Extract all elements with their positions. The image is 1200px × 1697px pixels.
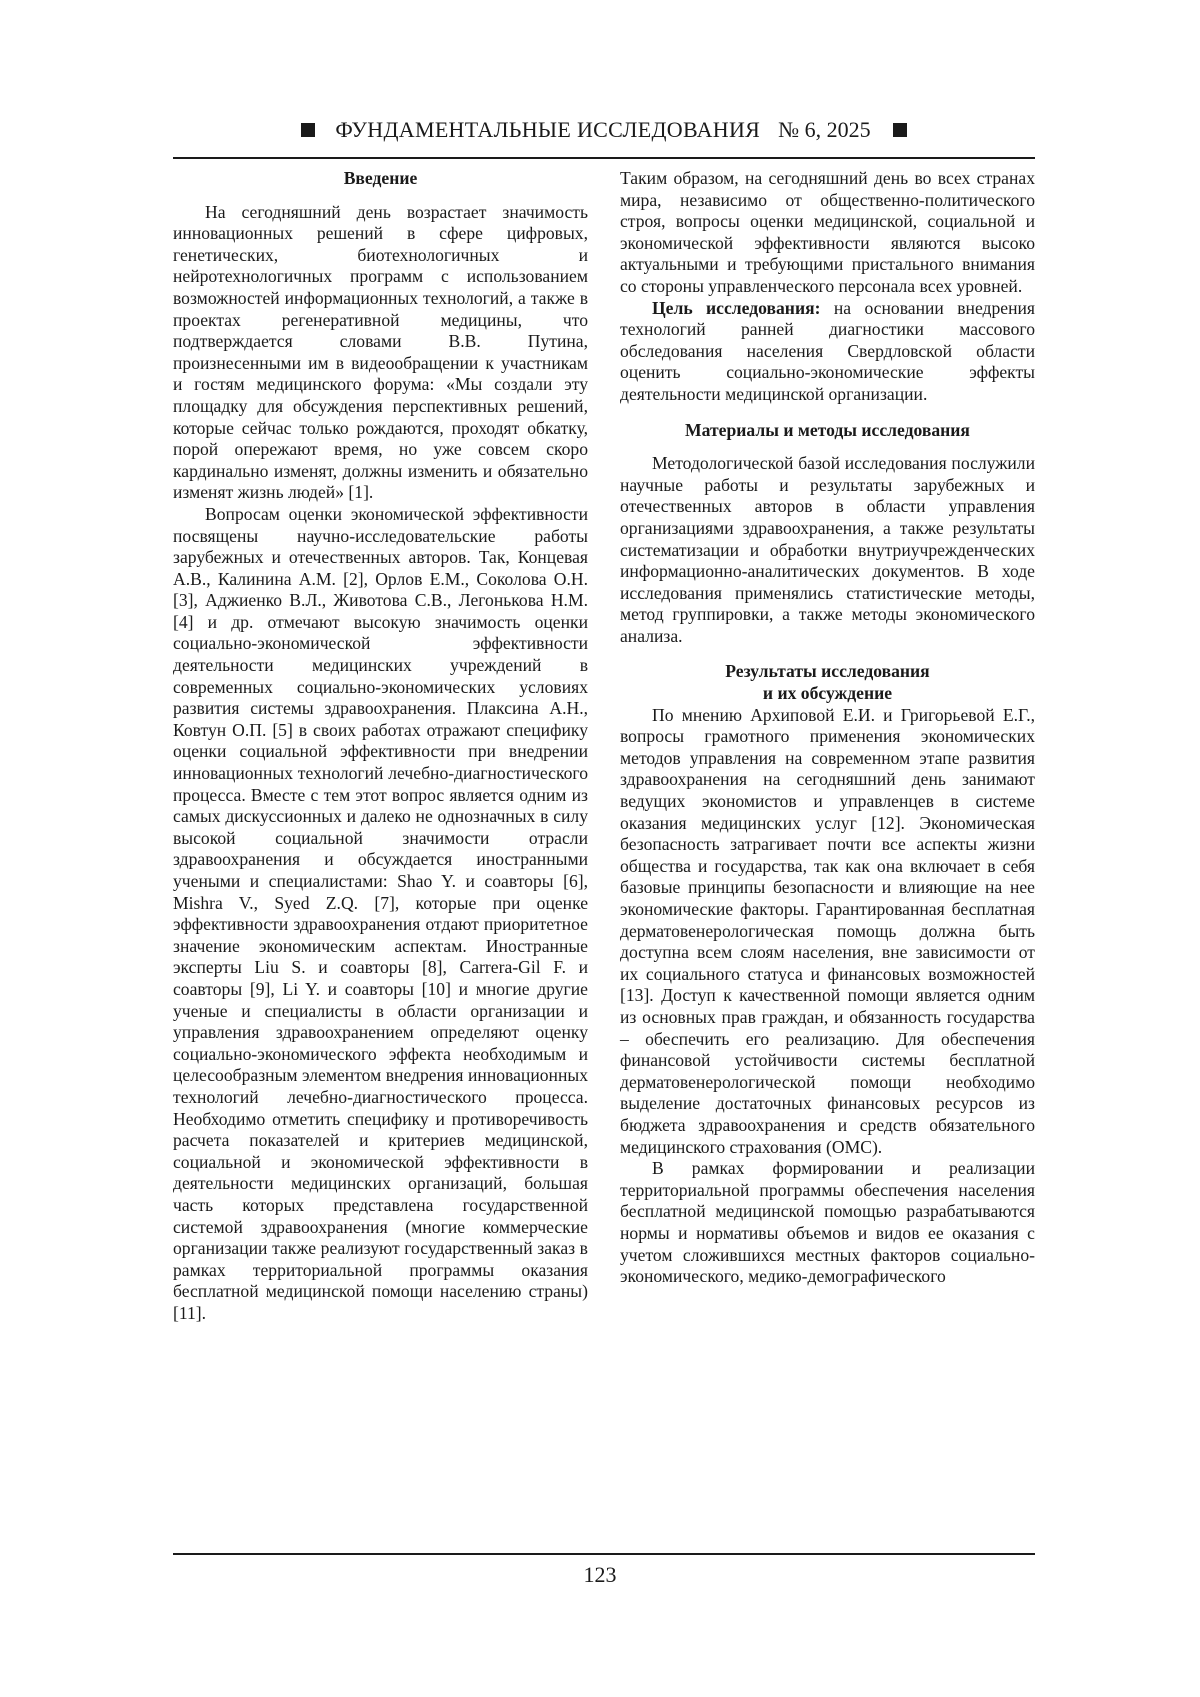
journal-title: ФУНДАМЕНТАЛЬНЫЕ ИССЛЕДОВАНИЯ xyxy=(335,117,761,142)
goal-text: на основании внедрения технологий ранней диагностики массового обследования населения Свердловской области оценить социально-экономические эффекты деятельности медицинской организации. xyxy=(620,297,1035,404)
section-heading-results xyxy=(620,661,1035,704)
paragraph: На сегодняшний день возрастает значимость инновационных решений в сфере цифровых, генетических, биотехнологичных и нейротехнологичных программ с использованием возможностей информационных технологий, а также в проектах регенеративной медицины, что подтверждается словами В.В. Путина, произнесенными им в видеообращении к участникам и гостям медицинского форума: «Мы создали эту площадку для обсуждения перспективных решений, которые сейчас только рождаются, проходят обкатку, порой опережают время, но уже совсем скоро кардинально изменят, должны изменить и обязательно изменят жизнь людей» [1]. xyxy=(173,201,588,503)
issue-number: № 6, 2025 xyxy=(778,117,871,142)
square-bullet-icon xyxy=(893,123,907,137)
section-heading-introduction: Введение xyxy=(343,168,418,188)
footer-divider xyxy=(173,1553,1035,1555)
right-column xyxy=(620,168,1035,1288)
paragraph: Вопросам оценки экономической эффективности посвящены научно-исследовательские работы зарубежных и отечественных авторов. Так, Концевая А.В., Калинина А.М. [2], Орлов Е.М., Соколова О.Н. [3], Аджиенко В.Л., Животова С.В., Легонькова Н.М. [4] и др. отмечают высокую значимость оценки социально-экономической эффективности деятельности медицинских учреждений в современных социально-экономических условиях развития системы здравоохранения. Плаксина А.Н., Ковтун О.П. [5] в своих работах отражают специфику оценки социальной эффективности при внедрении инновационных технологий лечебно-диагностического процесса. Вместе с тем этот вопрос является одним из самых дискуссионных и далеко не однозначных в силу высокой социальной значимости отрасли здравоохранения и обсуждается иностранными учеными и специалистами: Shao Y. и соавторы [6], Mishra V., Syed Z.Q. [7], которые при оценке эффективности здравоохранения отдают приоритетное значение экономическим аспектам. Иностранные эксперты Liu S. и соавторы [8], Carrera-Gil F. и соавторы [9], Li Y. и соавторы [10] и многие другие ученые и специалисты в области организации и управления здравоохранением определяют оценку социально-экономического эффекта необходимым и целесообразным элементом внедрения инновационных технологий лечебно-диагностического процесса. Необходимо отметить специфику и противоречивость расчета показателей и критериев медицинской, социальной и экономической эффективности в деятельности медицинских организаций, большая часть которых представлена государственной системой здравоохранения (многие коммерческие организации также реализуют государственный заказ в рамках территориальной программы оказания бесплатной медицинской помощи населению страны) [11]. xyxy=(173,503,588,1323)
paragraph: В рамках формировании и реализации территориальной программы обеспечения населения бесплатной медицинской помощью разрабатываются нормы и нормативы объемов и видов ее оказания с учетом сложившихся местных факторов социально-экономического, медико-демографического xyxy=(620,1158,1035,1287)
paragraph: Таким образом, на сегодняшний день во всех странах мира, независимо от общественно-политического строя, вопросы оценки медицинской, социальной и экономической эффективности являются высоко актуальными и требующими пристального внимания со стороны управленческого персонала всех уровней. xyxy=(620,168,1035,296)
results-heading-line-2: и их обсуждение xyxy=(762,683,893,704)
paragraph: По мнению Архиповой Е.И. и Григорьевой Е.Г., вопросы грамотного применения экономических методов управления на современном этапе развития здравоохранения на сегодняшний день занимают ведущих экономистов и управленцев в системе оказания медицинских услуг [12]. Экономическая безопасность затрагивает почти все аспекты жизни общества и государства, так как она включает в себя базовые принципы безопасности и влияющие на нее экономические факторы. Гарантированная бесплатная дерматовенерологическая помощь должна быть доступна всем слоям населения, вне зависимости от их социального статуса и финансовых возможностей [13]. Доступ к качественной помощи является одним из основных прав граждан, и обязанность государства – обеспечить его реализацию. Для обеспечения финансовой устойчивости системы бесплатной дерматовенерологической помощи необходимо выделение достаточных финансовых ресурсов из бюджета здравоохранения и средств обязательного медицинского страхования (ОМС). xyxy=(620,704,1035,1157)
page-number: 123 xyxy=(583,1562,617,1587)
goal-paragraph xyxy=(620,298,1035,406)
paragraph: Методологической базой исследования послужили научные работы и результаты зарубежных и отечественных авторов в области управления организациями здравоохранения, а также результаты систематизации и обработки внутриучрежденческих информационно-аналитических документов. В ходе исследования применялись статистические методы, метод группировки, а также методы экономического анализа. xyxy=(620,453,1035,646)
header-divider xyxy=(173,157,1035,159)
section-heading-methods: Материалы и методы исследования xyxy=(685,419,970,440)
results-heading-line-1: Результаты исследования xyxy=(725,661,930,682)
running-header xyxy=(173,112,1035,148)
goal-label: Цель исследования: xyxy=(652,297,821,318)
left-column xyxy=(173,168,588,1324)
square-bullet-icon xyxy=(301,123,315,137)
